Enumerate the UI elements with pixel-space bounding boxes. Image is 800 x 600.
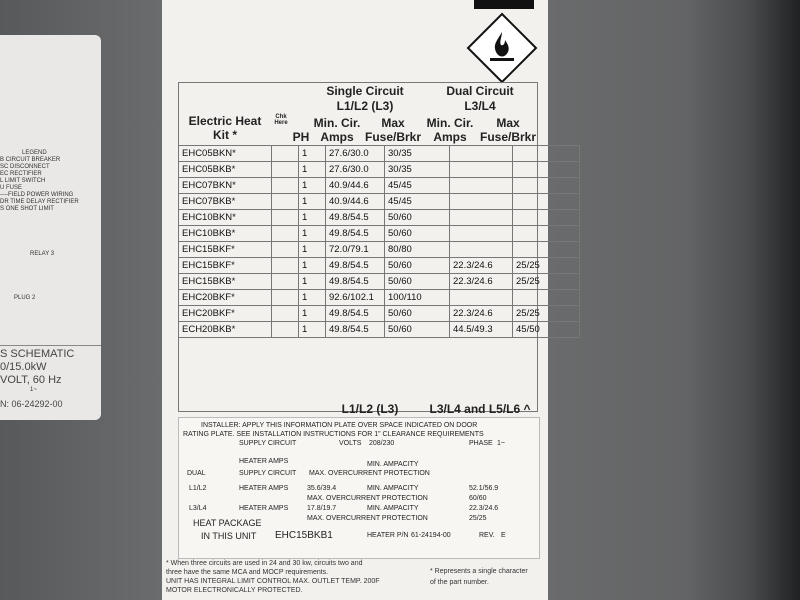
chk-cell [272, 178, 299, 194]
dual-min-cir-amps-cell [450, 226, 513, 242]
single-circuit-header: Single Circuit [326, 84, 404, 98]
kit-cell: EHC10BKN* [179, 210, 272, 226]
phase-label: PHASE [469, 440, 493, 447]
footnote-left-4: MOTOR ELECTRONICALLY PROTECTED. [166, 587, 303, 594]
ph-cell: 1 [299, 162, 326, 178]
heater-pn-label: HEATER P/N [367, 532, 409, 539]
ph-header: PH [292, 130, 310, 144]
min-cir-amps-cell: 49.8/54.5 [326, 306, 385, 322]
min-cir-amps-cell: 49.8/54.5 [326, 274, 385, 290]
ph-cell: 1 [299, 210, 326, 226]
ph-cell: 1 [299, 146, 326, 162]
legend-line: SC DISCONNECT [0, 164, 50, 170]
chk-cell [272, 274, 299, 290]
ph-cell: 1 [299, 322, 326, 338]
chk-cell [272, 322, 299, 338]
max-fuse-cell: 30/35 [385, 162, 450, 178]
dual-min-cir-amps-cell: 44.5/49.3 [450, 322, 513, 338]
max-fuse-cell: 50/60 [385, 306, 450, 322]
volts-value: 208/230 [369, 440, 395, 447]
min-cir-amps-cell: 49.8/54.5 [326, 322, 385, 338]
max-fuse-cell: 30/35 [385, 146, 450, 162]
table-row [179, 274, 580, 290]
l3l4-max-ocp-label: MAX. OVERCURRENT PROTECTION [307, 515, 428, 522]
l3l4-min-ampacity-label: MIN. AMPACITY [367, 505, 419, 512]
legend-line: S ONE SHOT LIMIT [0, 206, 54, 212]
table-row [179, 242, 580, 258]
single-circuit-sub: L1/L2 (L3) [336, 99, 394, 113]
min-cir-amps-cell: 49.8/54.5 [326, 258, 385, 274]
dual-max-fuse-cell [513, 210, 580, 226]
l1l2-max-ocp: 60/60 [469, 495, 487, 502]
table-row [179, 258, 580, 274]
chk-cell [272, 226, 299, 242]
ph-cell: 1 [299, 306, 326, 322]
l1l2-min-ampacity: 52.1/56.9 [469, 485, 499, 492]
footer-dual: L3/L4 and L5/L6 ^ [429, 402, 531, 416]
ph-cell: 1 [299, 258, 326, 274]
dual-min-cir-amps-cell [450, 162, 513, 178]
max-fuse-cell: 45/45 [385, 178, 450, 194]
dual-min-cir-amps-cell [450, 242, 513, 258]
max-ocp-label: MAX. OVERCURRENT PROTECTION [309, 470, 430, 477]
kit-cell: EHC10BKB* [179, 226, 272, 242]
legend-line: DR TIME DELAY RECTIFIER [0, 199, 79, 205]
kit-header: Electric Heat Kit * [188, 114, 262, 142]
installer-line-1: INSTALLER: APPLY THIS INFORMATION PLATE OVER SPACE INDICATED ON DOOR [201, 422, 478, 429]
kit-cell: EHC15BKB* [179, 274, 272, 290]
max-fuse-cell: 50/60 [385, 274, 450, 290]
schematic-title: S SCHEMATIC [0, 348, 75, 360]
table-row [179, 210, 580, 226]
chk-header: Chk Here [274, 114, 288, 126]
max-fuse-header: Max Fuse/Brkr [364, 116, 422, 144]
rev-label: REV. [479, 532, 495, 539]
ph-cell: 1 [299, 194, 326, 210]
table-row [179, 178, 580, 194]
chk-cell [272, 290, 299, 306]
l3l4-min-ampacity: 22.3/24.6 [469, 505, 499, 512]
max-fuse-cell: 100/110 [385, 290, 450, 306]
schematic-kw: 0/15.0kW [0, 361, 47, 373]
supply-circuit-label: SUPPLY CIRCUIT [239, 440, 297, 447]
l3l4-heater-amps: 17.8/19.7 [307, 505, 337, 512]
footnote-right-2: of the part number. [430, 579, 489, 586]
electric-heat-table [178, 145, 580, 338]
max-fuse-cell: 50/60 [385, 322, 450, 338]
ph-cell: 1 [299, 274, 326, 290]
max-fuse-cell: 45/45 [385, 194, 450, 210]
dual-max-fuse-header: Max Fuse/Brkr [479, 116, 537, 144]
legend-line: B CIRCUIT BREAKER [0, 157, 61, 163]
kit-cell: ECH20BKB* [179, 322, 272, 338]
dual-max-fuse-cell: 45/50 [513, 322, 580, 338]
footnote-left-1: * When three circuits are used in 24 and 30 kw, circuits two and [166, 560, 363, 567]
right-enclosure-panel [548, 0, 800, 600]
ph-cell: 1 [299, 226, 326, 242]
schematic-volt: VOLT, 60 Hz [0, 374, 62, 386]
legend-line: L LIMIT SWITCH [0, 178, 46, 184]
dual-max-fuse-cell [513, 290, 580, 306]
chk-cell [272, 162, 299, 178]
kit-cell: EHC05BKB* [179, 162, 272, 178]
kit-cell: EHC15BKF* [179, 258, 272, 274]
legend-title: LEGEND [22, 150, 47, 156]
dual-max-fuse-cell: 25/25 [513, 306, 580, 322]
dual-min-cir-amps-cell [450, 210, 513, 226]
kit-cell: EHC15BKF* [179, 242, 272, 258]
dual-max-fuse-cell [513, 242, 580, 258]
dual-circuit-sub: L3/L4 [464, 99, 496, 113]
dual-max-fuse-cell [513, 194, 580, 210]
dual-max-fuse-cell: 25/25 [513, 258, 580, 274]
installer-line-2: RATING PLATE. SEE INSTALLATION INSTRUCTIONS FOR 1" CLEARANCE REQUIREMENTS [183, 431, 484, 438]
dual-min-cir-amps-cell [450, 194, 513, 210]
max-fuse-cell: 80/80 [385, 242, 450, 258]
volts-label: VOLTS [339, 440, 362, 447]
ph-cell: 1 [299, 178, 326, 194]
chk-cell [272, 258, 299, 274]
dual-max-fuse-cell: 25/25 [513, 274, 580, 290]
rev-value: E [501, 532, 506, 539]
dual-min-cir-amps-cell [450, 290, 513, 306]
l3l4-label: L3/L4 [189, 505, 207, 512]
dual-min-cir-amps-cell: 22.3/24.6 [450, 306, 513, 322]
footer-single: L1/L2 (L3) [341, 402, 399, 416]
dual-max-fuse-cell [513, 162, 580, 178]
divider [0, 345, 101, 346]
kit-cell: EHC20BKF* [179, 290, 272, 306]
l3l4-heater-amps-label: HEATER AMPS [239, 505, 289, 512]
legend-line: ----FIELD POWER WIRING [0, 192, 74, 198]
dual-circuit-header: Dual Circuit [446, 84, 514, 98]
in-this-unit-label: IN THIS UNIT [201, 531, 257, 541]
table-row [179, 306, 580, 322]
footnote-right-1: * Represents a single character [430, 568, 528, 575]
dual-max-fuse-cell [513, 226, 580, 242]
table-row [179, 322, 580, 338]
table-row [179, 226, 580, 242]
kit-cell: EHC07BKN* [179, 178, 272, 194]
chk-cell [272, 242, 299, 258]
heater-amps-label: HEATER AMPS [239, 458, 289, 465]
dual-min-cir-amps-cell: 22.3/24.6 [450, 274, 513, 290]
dual-max-fuse-cell [513, 178, 580, 194]
legend-line: EC RECTIFIER [0, 171, 42, 177]
min-cir-amps-cell: 40.9/44.6 [326, 194, 385, 210]
footnote-left-2: three have the same MCA and MOCP requirements. [166, 569, 329, 576]
schematic-pn: N: 06-24292-00 [0, 399, 63, 409]
phase-value: 1~ [497, 440, 505, 447]
table-row [179, 194, 580, 210]
ph-cell: 1 [299, 242, 326, 258]
unit-model: EHC15BKB1 [275, 530, 333, 541]
schematic-phase: 1~ [30, 387, 37, 393]
dual-min-cir-amps-cell: 22.3/24.6 [450, 258, 513, 274]
kit-cell: EHC07BKB* [179, 194, 272, 210]
min-cir-amps-cell: 40.9/44.6 [326, 178, 385, 194]
max-fuse-cell: 50/60 [385, 226, 450, 242]
l1l2-max-ocp-label: MAX. OVERCURRENT PROTECTION [307, 495, 428, 502]
heat-package-label: HEAT PACKAGE [193, 518, 262, 528]
min-cir-amps-cell: 72.0/79.1 [326, 242, 385, 258]
min-cir-amps-cell: 92.6/102.1 [326, 290, 385, 306]
min-cir-amps-cell: 49.8/54.5 [326, 226, 385, 242]
l3l4-max-ocp: 25/25 [469, 515, 487, 522]
l1l2-min-ampacity-label: MIN. AMPACITY [367, 485, 419, 492]
supply-circuit-label-2: SUPPLY CIRCUIT [239, 470, 297, 477]
dual-min-cir-amps-cell [450, 178, 513, 194]
chk-cell [272, 210, 299, 226]
max-fuse-cell: 50/60 [385, 210, 450, 226]
dual-label: DUAL [187, 470, 206, 477]
l1l2-heater-amps: 35.6/39.4 [307, 485, 337, 492]
chk-cell [272, 306, 299, 322]
qr-code [474, 0, 534, 9]
l1l2-label: L1/L2 [189, 485, 207, 492]
plug-label: PLUG 2 [14, 295, 36, 301]
min-cir-amps-cell: 49.8/54.5 [326, 210, 385, 226]
kit-cell: EHC05BKN* [179, 146, 272, 162]
footnote-left-3: UNIT HAS INTEGRAL LIMIT CONTROL MAX. OUTLET TEMP. 200F [166, 578, 380, 585]
schematic-label [0, 35, 101, 420]
dual-max-fuse-cell [513, 146, 580, 162]
min-cir-header: Min. Cir. Amps [313, 116, 361, 144]
table-row [179, 162, 580, 178]
kit-cell: EHC20BKF* [179, 306, 272, 322]
heater-pn: 61-24194-00 [411, 532, 451, 539]
min-ampacity-label: MIN. AMPACITY [367, 461, 419, 468]
legend-line: U FUSE [0, 185, 23, 191]
flammable-warning-icon [466, 12, 538, 84]
ph-cell: 1 [299, 290, 326, 306]
installer-sticker [178, 417, 540, 559]
max-fuse-cell: 50/60 [385, 258, 450, 274]
min-cir-amps-cell: 27.6/30.0 [326, 146, 385, 162]
table-row [179, 146, 580, 162]
min-cir-amps-cell: 27.6/30.0 [326, 162, 385, 178]
chk-cell [272, 194, 299, 210]
chk-cell [272, 146, 299, 162]
dual-min-cir-amps-cell [450, 146, 513, 162]
l1l2-heater-amps-label: HEATER AMPS [239, 485, 289, 492]
table-row [179, 290, 580, 306]
dual-min-cir-header: Min. Cir. Amps [426, 116, 474, 144]
relay-label: RELAY 3 [30, 251, 55, 257]
